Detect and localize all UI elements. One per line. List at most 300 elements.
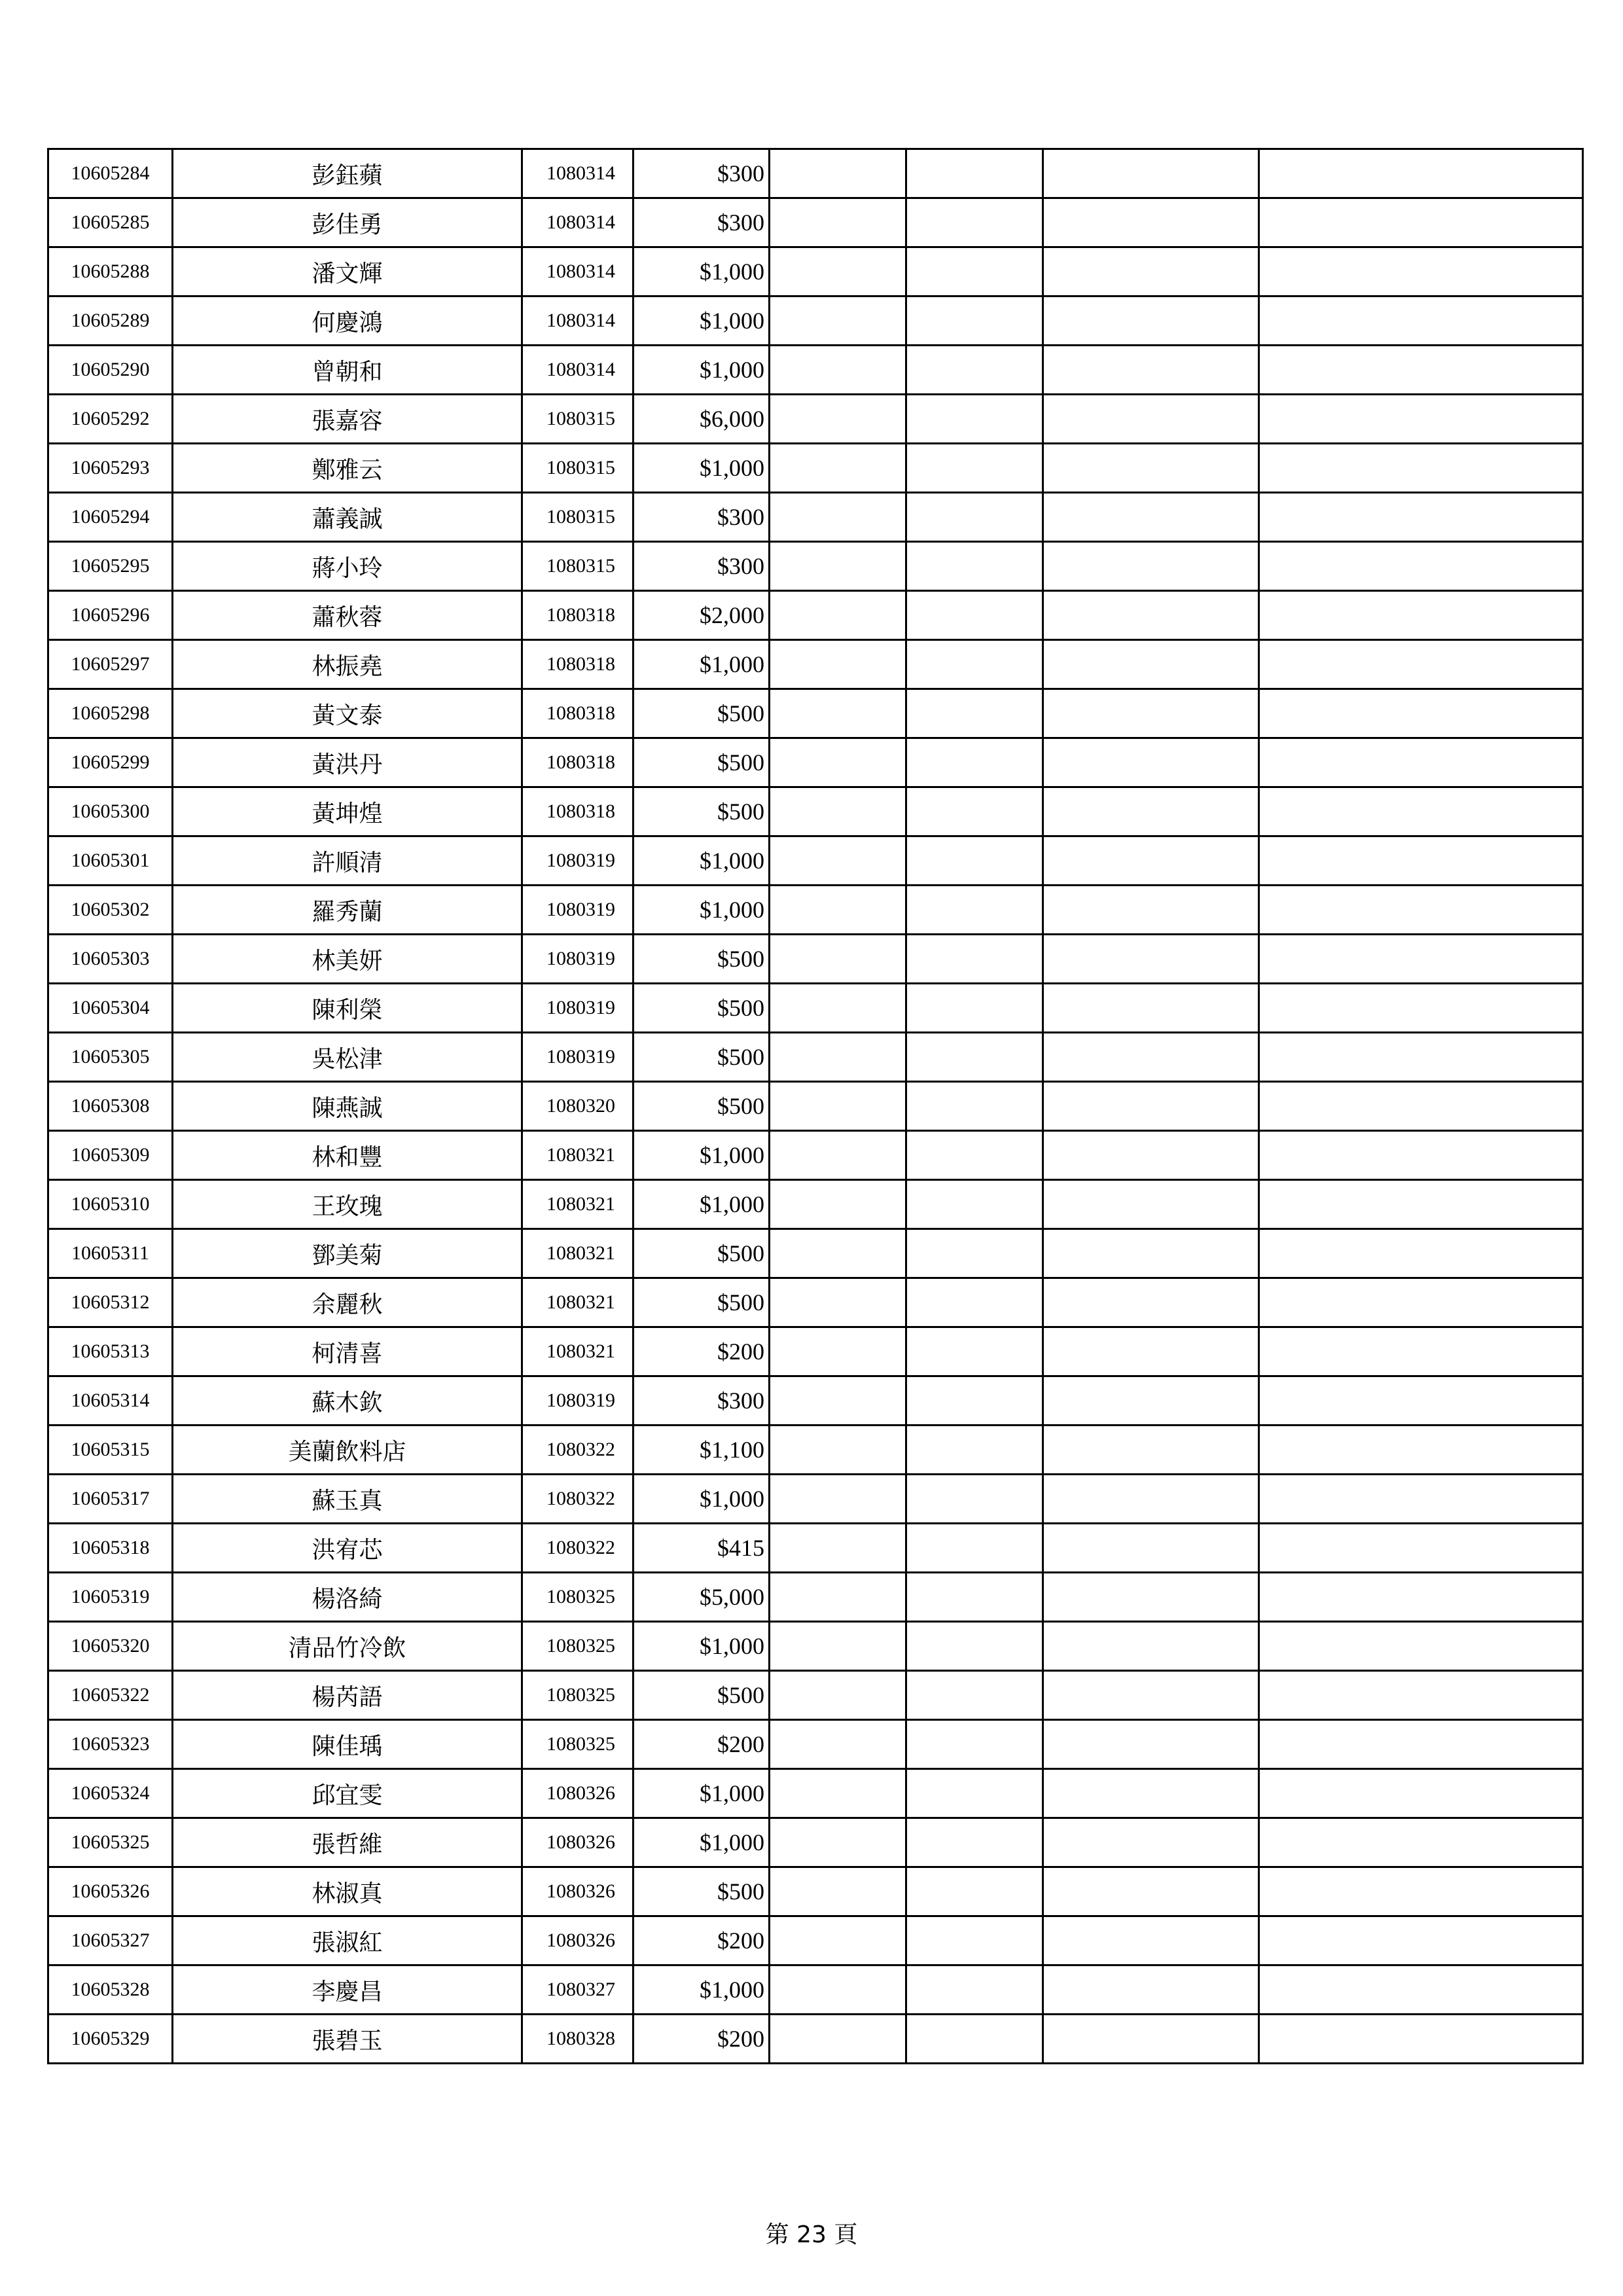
- name-cell: 蘇玉真: [173, 1475, 522, 1524]
- name-cell: 張碧玉: [173, 2015, 522, 2064]
- name-cell: 張哲維: [173, 1818, 522, 1867]
- empty-cell: [906, 886, 1043, 935]
- empty-cell: [906, 542, 1043, 591]
- empty-cell: [906, 1622, 1043, 1671]
- name-cell: 陳燕誠: [173, 1082, 522, 1131]
- id-cell: 10605303: [48, 935, 173, 984]
- date-cell: 1080327: [522, 1965, 633, 2015]
- name-cell: 黃文泰: [173, 689, 522, 738]
- empty-cell: [906, 640, 1043, 689]
- table-row: [48, 886, 1583, 935]
- table-row: [48, 1180, 1583, 1229]
- name-cell: 蕭秋蓉: [173, 591, 522, 640]
- amount-cell: $300: [633, 1376, 770, 1426]
- empty-cell: [906, 787, 1043, 836]
- empty-cell: [770, 346, 906, 395]
- table-row: [48, 296, 1583, 346]
- empty-cell: [1259, 787, 1583, 836]
- amount-cell: $300: [633, 493, 770, 542]
- empty-cell: [770, 1769, 906, 1818]
- empty-cell: [1043, 1229, 1259, 1278]
- empty-cell: [1259, 346, 1583, 395]
- name-cell: 柯清喜: [173, 1327, 522, 1376]
- empty-cell: [770, 247, 906, 296]
- id-cell: 10605302: [48, 886, 173, 935]
- empty-cell: [1043, 1622, 1259, 1671]
- empty-cell: [1043, 1376, 1259, 1426]
- empty-cell: [1043, 296, 1259, 346]
- empty-cell: [1259, 1671, 1583, 1720]
- table-row: [48, 640, 1583, 689]
- id-cell: 10605309: [48, 1131, 173, 1180]
- amount-cell: $300: [633, 149, 770, 198]
- empty-cell: [1043, 1573, 1259, 1622]
- empty-cell: [770, 1327, 906, 1376]
- table-row: [48, 346, 1583, 395]
- empty-cell: [1259, 1965, 1583, 2015]
- name-cell: 黃坤煌: [173, 787, 522, 836]
- id-cell: 10605300: [48, 787, 173, 836]
- empty-cell: [1043, 1475, 1259, 1524]
- amount-cell: $500: [633, 787, 770, 836]
- table-row: [48, 787, 1583, 836]
- empty-cell: [906, 1671, 1043, 1720]
- amount-cell: $500: [633, 935, 770, 984]
- date-cell: 1080314: [522, 149, 633, 198]
- table-row: [48, 1622, 1583, 1671]
- amount-cell: $500: [633, 1033, 770, 1082]
- empty-cell: [906, 198, 1043, 247]
- empty-cell: [1259, 1278, 1583, 1327]
- name-cell: 清品竹冷飲: [173, 1622, 522, 1671]
- empty-cell: [1043, 738, 1259, 787]
- id-cell: 10605318: [48, 1524, 173, 1573]
- date-cell: 1080318: [522, 689, 633, 738]
- empty-cell: [770, 886, 906, 935]
- id-cell: 10605326: [48, 1867, 173, 1916]
- empty-cell: [1259, 1720, 1583, 1769]
- date-cell: 1080319: [522, 1376, 633, 1426]
- id-cell: 10605308: [48, 1082, 173, 1131]
- id-cell: 10605295: [48, 542, 173, 591]
- empty-cell: [1259, 1327, 1583, 1376]
- name-cell: 林淑真: [173, 1867, 522, 1916]
- date-cell: 1080325: [522, 1671, 633, 1720]
- id-cell: 10605324: [48, 1769, 173, 1818]
- name-cell: 羅秀蘭: [173, 886, 522, 935]
- empty-cell: [770, 1916, 906, 1965]
- empty-cell: [770, 444, 906, 493]
- empty-cell: [906, 689, 1043, 738]
- empty-cell: [1043, 1180, 1259, 1229]
- empty-cell: [1259, 542, 1583, 591]
- empty-cell: [1043, 1867, 1259, 1916]
- date-cell: 1080314: [522, 247, 633, 296]
- amount-cell: $500: [633, 738, 770, 787]
- amount-cell: $1,000: [633, 346, 770, 395]
- id-cell: 10605298: [48, 689, 173, 738]
- empty-cell: [770, 1524, 906, 1573]
- empty-cell: [906, 149, 1043, 198]
- id-cell: 10605317: [48, 1475, 173, 1524]
- empty-cell: [1043, 1524, 1259, 1573]
- name-cell: 張嘉容: [173, 395, 522, 444]
- table-row: [48, 1965, 1583, 2015]
- empty-cell: [770, 1033, 906, 1082]
- empty-cell: [1259, 935, 1583, 984]
- empty-cell: [1043, 1033, 1259, 1082]
- empty-cell: [1259, 1622, 1583, 1671]
- date-cell: 1080319: [522, 886, 633, 935]
- name-cell: 陳佳瑀: [173, 1720, 522, 1769]
- date-cell: 1080321: [522, 1278, 633, 1327]
- empty-cell: [906, 1965, 1043, 2015]
- empty-cell: [1259, 296, 1583, 346]
- amount-cell: $300: [633, 542, 770, 591]
- name-cell: 潘文輝: [173, 247, 522, 296]
- empty-cell: [770, 1376, 906, 1426]
- empty-cell: [1043, 1327, 1259, 1376]
- table-row: [48, 1327, 1583, 1376]
- name-cell: 蕭義誠: [173, 493, 522, 542]
- empty-cell: [770, 1867, 906, 1916]
- name-cell: 吳松津: [173, 1033, 522, 1082]
- name-cell: 林和豐: [173, 1131, 522, 1180]
- empty-cell: [906, 1769, 1043, 1818]
- table-row: [48, 836, 1583, 886]
- amount-cell: $2,000: [633, 591, 770, 640]
- table-row: [48, 1769, 1583, 1818]
- name-cell: 邱宜雯: [173, 1769, 522, 1818]
- amount-cell: $500: [633, 1278, 770, 1327]
- id-cell: 10605328: [48, 1965, 173, 2015]
- date-cell: 1080319: [522, 935, 633, 984]
- empty-cell: [1259, 689, 1583, 738]
- amount-cell: $500: [633, 984, 770, 1033]
- amount-cell: $200: [633, 1916, 770, 1965]
- empty-cell: [1043, 1426, 1259, 1475]
- empty-cell: [770, 1426, 906, 1475]
- empty-cell: [906, 1524, 1043, 1573]
- id-cell: 10605325: [48, 1818, 173, 1867]
- empty-cell: [1259, 1376, 1583, 1426]
- empty-cell: [770, 787, 906, 836]
- id-cell: 10605299: [48, 738, 173, 787]
- table-row: [48, 1818, 1583, 1867]
- empty-cell: [1043, 984, 1259, 1033]
- empty-cell: [1043, 1131, 1259, 1180]
- empty-cell: [1259, 1916, 1583, 1965]
- date-cell: 1080321: [522, 1180, 633, 1229]
- empty-cell: [906, 296, 1043, 346]
- empty-cell: [1043, 1769, 1259, 1818]
- id-cell: 10605293: [48, 444, 173, 493]
- empty-cell: [1043, 1671, 1259, 1720]
- amount-cell: $500: [633, 689, 770, 738]
- date-cell: 1080321: [522, 1131, 633, 1180]
- empty-cell: [770, 836, 906, 886]
- id-cell: 10605329: [48, 2015, 173, 2064]
- name-cell: 彭佳勇: [173, 198, 522, 247]
- empty-cell: [770, 1180, 906, 1229]
- empty-cell: [906, 1131, 1043, 1180]
- name-cell: 曾朝和: [173, 346, 522, 395]
- table-row: [48, 542, 1583, 591]
- empty-cell: [906, 591, 1043, 640]
- name-cell: 美蘭飲料店: [173, 1426, 522, 1475]
- name-cell: 林振堯: [173, 640, 522, 689]
- empty-cell: [906, 738, 1043, 787]
- empty-cell: [906, 984, 1043, 1033]
- table-row: [48, 1131, 1583, 1180]
- empty-cell: [1259, 444, 1583, 493]
- empty-cell: [906, 346, 1043, 395]
- amount-cell: $500: [633, 1867, 770, 1916]
- amount-cell: $1,000: [633, 886, 770, 935]
- empty-cell: [1043, 836, 1259, 886]
- id-cell: 10605288: [48, 247, 173, 296]
- amount-cell: $200: [633, 2015, 770, 2064]
- amount-cell: $5,000: [633, 1573, 770, 1622]
- date-cell: 1080321: [522, 1229, 633, 1278]
- table-row: [48, 395, 1583, 444]
- table-row: [48, 1033, 1583, 1082]
- id-cell: 10605314: [48, 1376, 173, 1426]
- name-cell: 王玫瑰: [173, 1180, 522, 1229]
- date-cell: 1080328: [522, 2015, 633, 2064]
- table-row: [48, 689, 1583, 738]
- empty-cell: [770, 2015, 906, 2064]
- empty-cell: [1043, 1965, 1259, 2015]
- amount-cell: $1,000: [633, 836, 770, 886]
- date-cell: 1080326: [522, 1916, 633, 1965]
- id-cell: 10605312: [48, 1278, 173, 1327]
- amount-cell: $1,000: [633, 296, 770, 346]
- empty-cell: [906, 1867, 1043, 1916]
- id-cell: 10605313: [48, 1327, 173, 1376]
- date-cell: 1080326: [522, 1769, 633, 1818]
- table-row: [48, 738, 1583, 787]
- empty-cell: [1043, 198, 1259, 247]
- name-cell: 鄭雅云: [173, 444, 522, 493]
- table-row: [48, 1229, 1583, 1278]
- name-cell: 蘇木欽: [173, 1376, 522, 1426]
- amount-cell: $1,100: [633, 1426, 770, 1475]
- amount-cell: $300: [633, 198, 770, 247]
- id-cell: 10605327: [48, 1916, 173, 1965]
- empty-cell: [770, 640, 906, 689]
- table-row: [48, 1671, 1583, 1720]
- empty-cell: [1043, 1720, 1259, 1769]
- date-cell: 1080318: [522, 738, 633, 787]
- empty-cell: [770, 1671, 906, 1720]
- date-cell: 1080319: [522, 1033, 633, 1082]
- date-cell: 1080326: [522, 1818, 633, 1867]
- empty-cell: [1043, 2015, 1259, 2064]
- id-cell: 10605292: [48, 395, 173, 444]
- amount-cell: $500: [633, 1082, 770, 1131]
- table-row: [48, 1082, 1583, 1131]
- empty-cell: [906, 935, 1043, 984]
- empty-cell: [1043, 787, 1259, 836]
- id-cell: 10605301: [48, 836, 173, 886]
- amount-cell: $200: [633, 1327, 770, 1376]
- table-row: [48, 1524, 1583, 1573]
- empty-cell: [906, 2015, 1043, 2064]
- empty-cell: [1259, 738, 1583, 787]
- empty-cell: [1259, 1769, 1583, 1818]
- id-cell: 10605315: [48, 1426, 173, 1475]
- empty-cell: [1043, 247, 1259, 296]
- id-cell: 10605319: [48, 1573, 173, 1622]
- name-cell: 彭鈺蘋: [173, 149, 522, 198]
- id-cell: 10605322: [48, 1671, 173, 1720]
- empty-cell: [1259, 836, 1583, 886]
- empty-cell: [770, 1965, 906, 2015]
- empty-cell: [770, 1573, 906, 1622]
- name-cell: 洪宥芯: [173, 1524, 522, 1573]
- donation-table: [47, 148, 1584, 2064]
- empty-cell: [906, 1573, 1043, 1622]
- table-row: [48, 984, 1583, 1033]
- table-row: [48, 1475, 1583, 1524]
- empty-cell: [770, 1131, 906, 1180]
- empty-cell: [906, 1278, 1043, 1327]
- table-row: [48, 247, 1583, 296]
- date-cell: 1080322: [522, 1426, 633, 1475]
- date-cell: 1080318: [522, 640, 633, 689]
- amount-cell: $6,000: [633, 395, 770, 444]
- empty-cell: [1259, 2015, 1583, 2064]
- amount-cell: $1,000: [633, 444, 770, 493]
- id-cell: 10605310: [48, 1180, 173, 1229]
- empty-cell: [906, 1033, 1043, 1082]
- empty-cell: [1259, 247, 1583, 296]
- empty-cell: [770, 395, 906, 444]
- amount-cell: $1,000: [633, 1131, 770, 1180]
- name-cell: 鄧美菊: [173, 1229, 522, 1278]
- id-cell: 10605285: [48, 198, 173, 247]
- date-cell: 1080325: [522, 1573, 633, 1622]
- empty-cell: [1259, 1131, 1583, 1180]
- amount-cell: $500: [633, 1229, 770, 1278]
- empty-cell: [770, 1818, 906, 1867]
- date-cell: 1080315: [522, 444, 633, 493]
- empty-cell: [906, 836, 1043, 886]
- id-cell: 10605305: [48, 1033, 173, 1082]
- date-cell: 1080315: [522, 542, 633, 591]
- empty-cell: [1043, 542, 1259, 591]
- name-cell: 許順清: [173, 836, 522, 886]
- amount-cell: $415: [633, 1524, 770, 1573]
- table-row: [48, 1278, 1583, 1327]
- amount-cell: $1,000: [633, 1475, 770, 1524]
- empty-cell: [770, 1622, 906, 1671]
- empty-cell: [906, 1818, 1043, 1867]
- empty-cell: [906, 1229, 1043, 1278]
- empty-cell: [906, 1376, 1043, 1426]
- empty-cell: [1259, 1524, 1583, 1573]
- id-cell: 10605297: [48, 640, 173, 689]
- empty-cell: [1259, 395, 1583, 444]
- date-cell: 1080314: [522, 296, 633, 346]
- empty-cell: [906, 1426, 1043, 1475]
- empty-cell: [1259, 1033, 1583, 1082]
- empty-cell: [770, 149, 906, 198]
- date-cell: 1080315: [522, 493, 633, 542]
- empty-cell: [770, 1475, 906, 1524]
- table-row: [48, 198, 1583, 247]
- amount-cell: $1,000: [633, 1180, 770, 1229]
- id-cell: 10605284: [48, 149, 173, 198]
- date-cell: 1080318: [522, 787, 633, 836]
- empty-cell: [1259, 493, 1583, 542]
- name-cell: 林美妍: [173, 935, 522, 984]
- empty-cell: [1259, 1867, 1583, 1916]
- empty-cell: [770, 493, 906, 542]
- empty-cell: [1043, 493, 1259, 542]
- empty-cell: [770, 1229, 906, 1278]
- table-row: [48, 1867, 1583, 1916]
- id-cell: 10605296: [48, 591, 173, 640]
- empty-cell: [770, 591, 906, 640]
- empty-cell: [770, 738, 906, 787]
- amount-cell: $1,000: [633, 1818, 770, 1867]
- date-cell: 1080322: [522, 1475, 633, 1524]
- table-row: [48, 2015, 1583, 2064]
- empty-cell: [1259, 1180, 1583, 1229]
- empty-cell: [1043, 689, 1259, 738]
- date-cell: 1080315: [522, 395, 633, 444]
- id-cell: 10605304: [48, 984, 173, 1033]
- amount-cell: $1,000: [633, 1622, 770, 1671]
- empty-cell: [1043, 886, 1259, 935]
- empty-cell: [906, 247, 1043, 296]
- empty-cell: [1043, 1818, 1259, 1867]
- amount-cell: $1,000: [633, 1769, 770, 1818]
- empty-cell: [1043, 640, 1259, 689]
- table-row: [48, 1426, 1583, 1475]
- empty-cell: [1259, 640, 1583, 689]
- empty-cell: [906, 1916, 1043, 1965]
- name-cell: 何慶鴻: [173, 296, 522, 346]
- empty-cell: [1259, 1818, 1583, 1867]
- empty-cell: [1259, 591, 1583, 640]
- empty-cell: [906, 493, 1043, 542]
- empty-cell: [1259, 1082, 1583, 1131]
- date-cell: 1080321: [522, 1327, 633, 1376]
- table-row: [48, 493, 1583, 542]
- id-cell: 10605311: [48, 1229, 173, 1278]
- name-cell: 李慶昌: [173, 1965, 522, 2015]
- empty-cell: [906, 1475, 1043, 1524]
- table-row: [48, 935, 1583, 984]
- date-cell: 1080320: [522, 1082, 633, 1131]
- empty-cell: [1043, 1278, 1259, 1327]
- date-cell: 1080325: [522, 1720, 633, 1769]
- empty-cell: [770, 1720, 906, 1769]
- table-row: [48, 591, 1583, 640]
- empty-cell: [770, 1082, 906, 1131]
- name-cell: 蔣小玲: [173, 542, 522, 591]
- empty-cell: [1043, 1916, 1259, 1965]
- empty-cell: [770, 984, 906, 1033]
- empty-cell: [1259, 886, 1583, 935]
- name-cell: 楊洛綺: [173, 1573, 522, 1622]
- name-cell: 楊芮語: [173, 1671, 522, 1720]
- empty-cell: [1043, 149, 1259, 198]
- date-cell: 1080322: [522, 1524, 633, 1573]
